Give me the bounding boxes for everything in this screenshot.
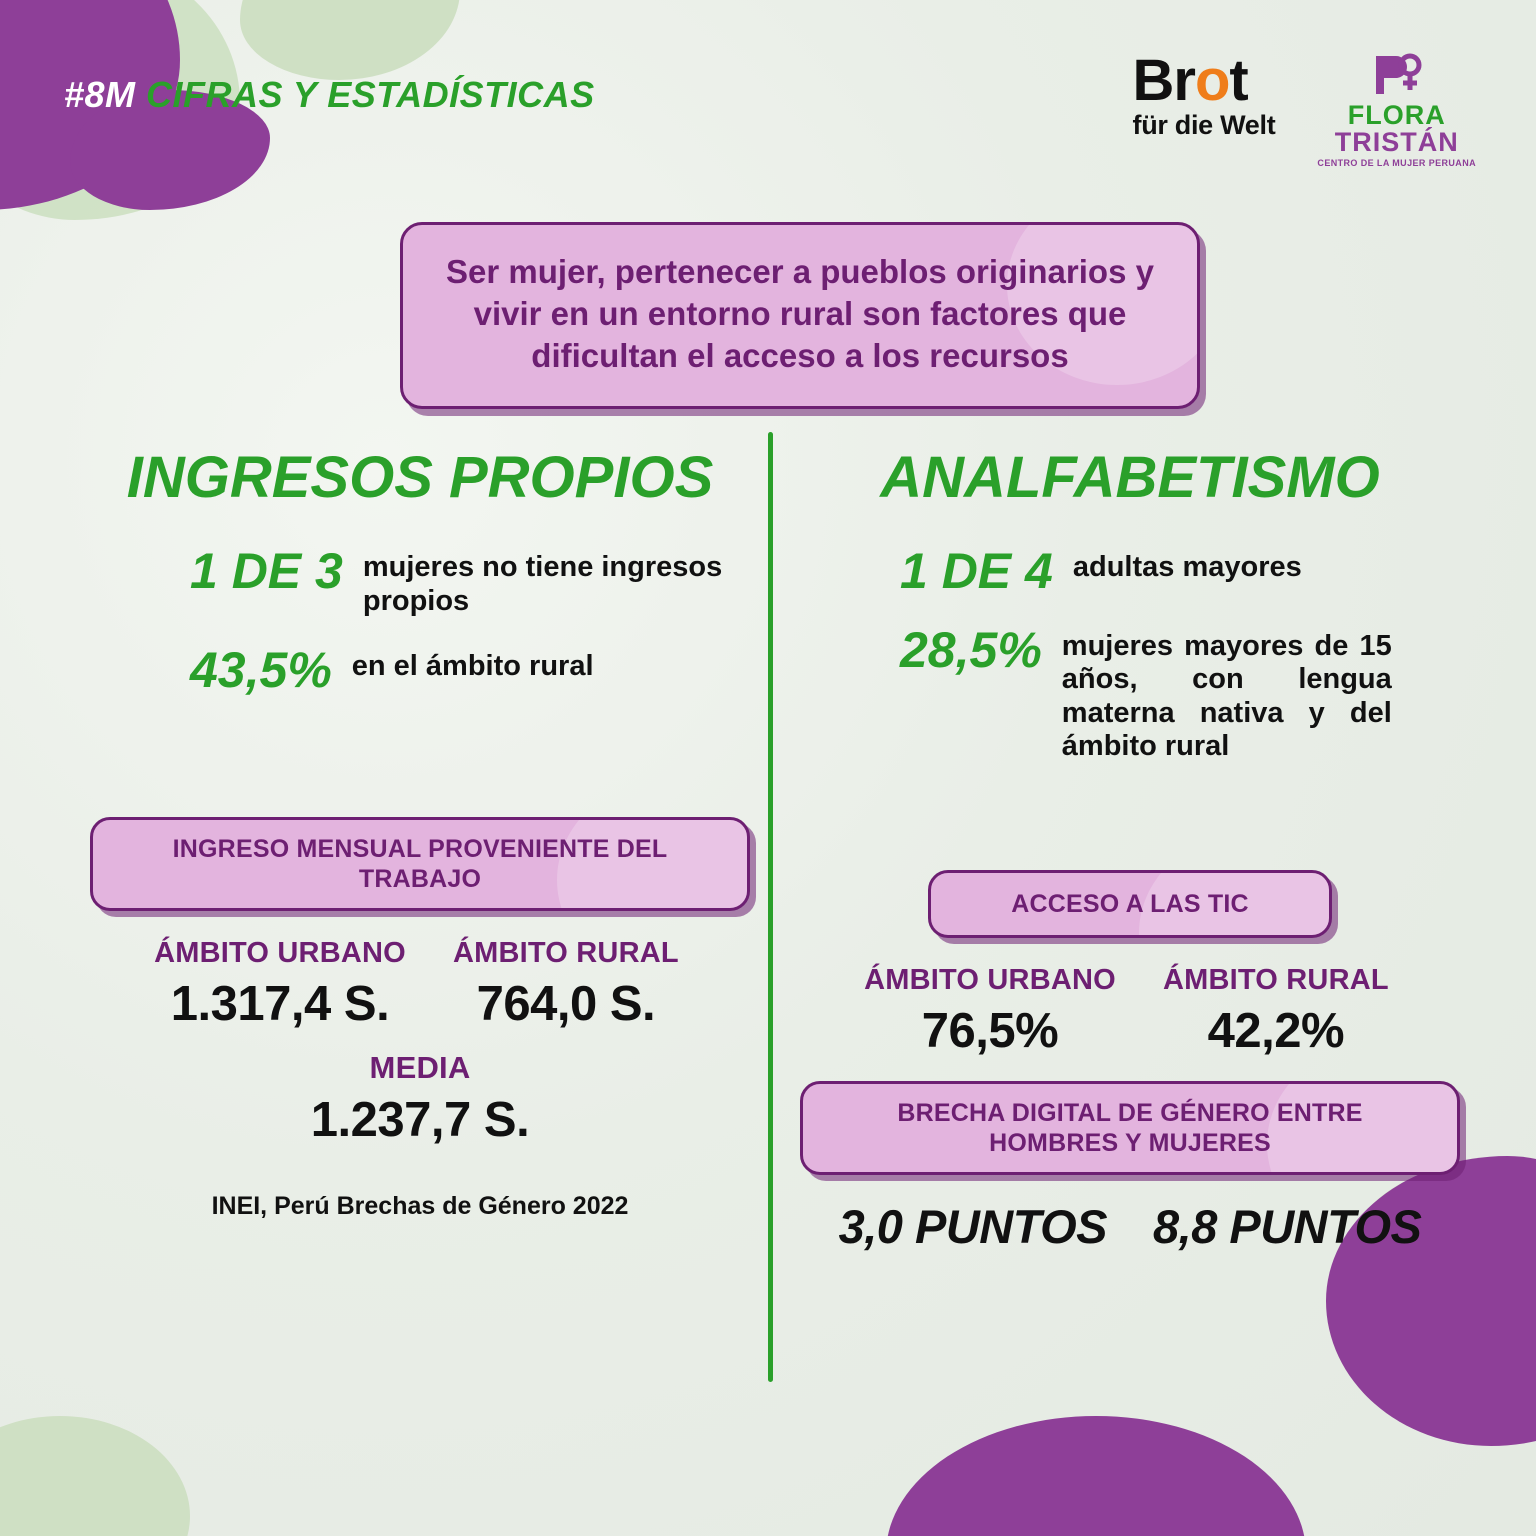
right-pair-rural	[1156, 964, 1396, 1059]
left-stat-1-desc: mujeres no tiene ingresos propios	[362, 551, 723, 617]
flora-tristan-mark-icon	[1317, 52, 1476, 98]
left-mean-value: 1.237,7 S.	[310, 1092, 530, 1147]
flora-logo-line1: FLORA	[1347, 100, 1446, 130]
brot-logo-part-2: t	[1229, 48, 1248, 113]
logos	[1132, 48, 1477, 168]
right-stat-1-desc: adultas mayores	[1072, 551, 1302, 583]
left-pair-rural-value: 764,0 S.	[476, 976, 656, 1031]
left-stat-2-value: 43,5%	[190, 642, 332, 699]
left-stat-1-value: 1 DE 3	[190, 543, 343, 599]
right-gap-label-pill	[800, 1081, 1460, 1175]
brot-fur-die-welt-logo	[1132, 48, 1276, 140]
right-gap-pill	[800, 1081, 1460, 1175]
right-gap-label: BRECHA DIGITAL DE GÉNERO ENTRE HOMBRES Y MUJERES	[897, 1099, 1363, 1157]
left-pair-rural	[446, 937, 686, 1032]
right-stat-2-desc: mujeres mayores de 15 años, con lengua materna nativa y del ámbito rural	[1061, 629, 1392, 763]
right-stat-1-value: 1 DE 4	[900, 543, 1053, 599]
column-ingresos-propios	[90, 432, 750, 1221]
right-pair-rural-value: 42,2%	[1207, 1004, 1345, 1058]
brot-logo-part-o: o	[1194, 48, 1230, 113]
intro-statement	[400, 222, 1200, 409]
left-mean	[90, 1050, 750, 1148]
column-divider	[768, 432, 773, 1382]
flora-logo-line3: CENTRO DE LA MUJER PERUANA	[1317, 158, 1476, 168]
decor-blob-bottom-purple	[886, 1416, 1306, 1536]
right-stat-2	[800, 621, 1460, 765]
right-pair-urban-value: 76,5%	[921, 1004, 1059, 1058]
brot-logo-tagline: für die Welt	[1132, 110, 1276, 140]
left-source: INEI, Perú Brechas de Género 2022	[211, 1191, 629, 1220]
left-pair-urban	[154, 937, 406, 1032]
right-pair	[800, 964, 1460, 1059]
right-pair-urban	[864, 964, 1116, 1059]
left-stat-2	[90, 644, 750, 697]
left-pair	[90, 937, 750, 1032]
right-gap-value-1: 3,0 PUNTOS	[838, 1200, 1107, 1253]
right-pair-urban-label: ÁMBITO URBANO	[864, 964, 1116, 996]
intro-text: Ser mujer, pertenecer a pueblos originarios y vivir en un entorno rural son factores que dificultan el acceso a los recursos	[446, 253, 1154, 375]
right-gap-values	[800, 1199, 1460, 1254]
campaign-hashtag	[64, 74, 595, 116]
left-mean-label: MEDIA	[369, 1049, 471, 1085]
left-pair-urban-value: 1.317,4 S.	[170, 976, 390, 1031]
left-pair-rural-label: ÁMBITO RURAL	[452, 936, 679, 969]
hashtag-tag: #8M	[64, 74, 136, 115]
left-section-label: INGRESO MENSUAL PROVENIENTE DEL TRABAJO	[172, 834, 668, 893]
right-section-pill	[928, 870, 1331, 938]
decor-blob-bottom-left-green	[0, 1416, 190, 1536]
left-section-label-pill	[90, 817, 750, 911]
left-pair-urban-label: ÁMBITO URBANO	[154, 936, 406, 969]
right-pair-rural-label: ÁMBITO RURAL	[1162, 964, 1389, 996]
intro-pill	[400, 222, 1200, 409]
left-stat-2-desc: en el ámbito rural	[351, 650, 594, 683]
brot-logo-part-1: Br	[1132, 48, 1195, 113]
flora-tristan-logo	[1317, 52, 1476, 168]
right-column-title: ANALFABETISMO	[880, 445, 1380, 510]
left-column-title: INGRESOS PROPIOS	[126, 445, 714, 510]
right-section-label: ACCESO A LAS TIC	[1011, 890, 1249, 918]
right-gap-value-2: 8,8 PUNTOS	[1153, 1200, 1422, 1253]
column-analfabetismo	[800, 432, 1460, 1254]
right-stat-2-value: 28,5%	[900, 621, 1042, 678]
brot-logo-wordmark	[1132, 48, 1276, 113]
hashtag-subtitle: CIFRAS Y ESTADÍSTICAS	[146, 74, 595, 115]
right-stat-1	[800, 545, 1460, 598]
flora-logo-line2: TRISTÁN	[1334, 127, 1459, 157]
left-section-pill	[90, 817, 750, 911]
right-section-label-pill	[928, 870, 1331, 938]
left-stat-1	[90, 545, 750, 618]
header	[0, 0, 1536, 190]
